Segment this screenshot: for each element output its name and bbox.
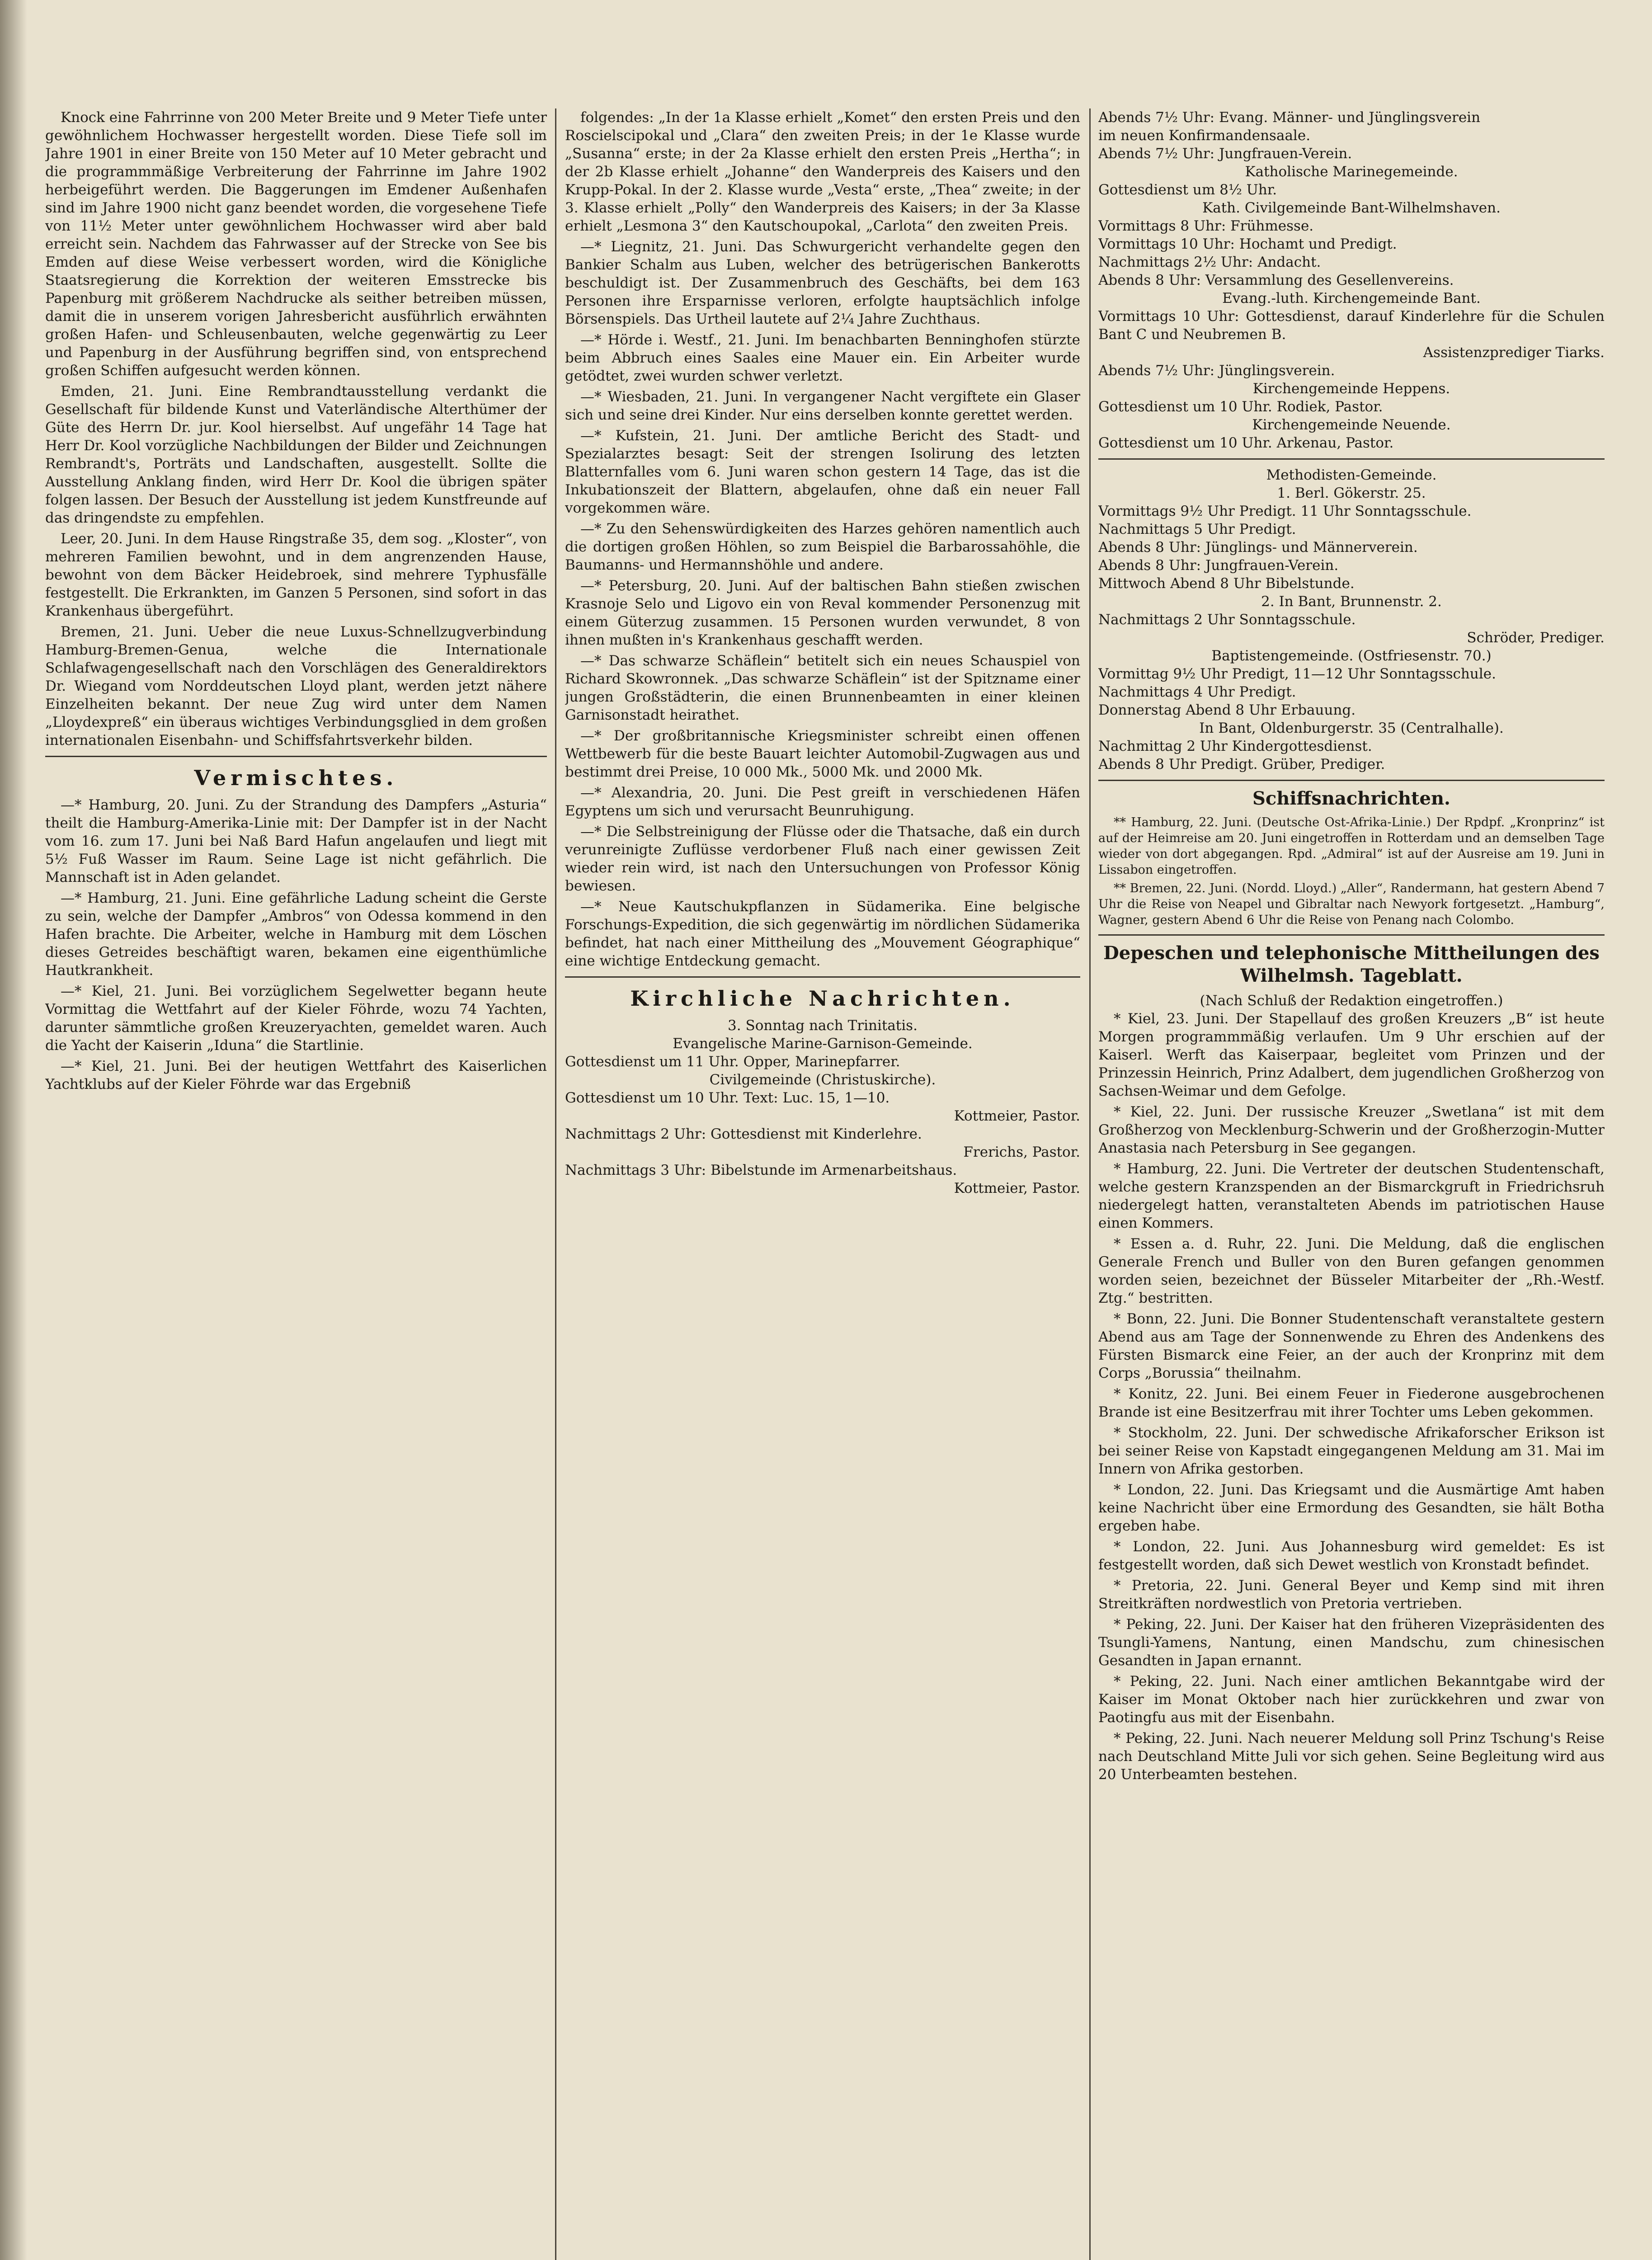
church-line: In Bant, Oldenburgerstr. 35 (Centralhalle). <box>1199 720 1504 736</box>
article-emden: Emden, 21. Juni. Eine Rembrandtausstellung verdankt die Gesellschaft für bildende Kunst und Vaterländische Alterthümer der Güte des Herrn Dr. jur. Kool hierselbst. Auf ungefähr 14 Tage hat Herr Dr. Kool vorzügliche Nachbildungen der Bilder und Zeichnungen Rembrandt's, Porträts und Landschaften, ausgestellt. Sollte die Ausstellung Anklang finden, wird Herr Dr. Kool die übrigen später folgen lassen. Der Besuch der Ausstellung ist jedem Kunstfreunde auf das dringendste zu empfehlen. <box>45 383 547 526</box>
section-heading-schiffsnachrichten: Schiffsnachrichten. <box>1252 788 1450 809</box>
dispatch-london-1: * London, 22. Juni. Das Kriegsamt und die Ausmärtige Amt haben keine Nachricht über eine Ermordung des Gesandten, sie hält Botha ergeben habe. <box>1098 1482 1605 1534</box>
article-regatta-results: folgendes: „In der 1a Klasse erhielt „Komet“ den ersten Preis und den Roscielscipokal und „Clara“ den zweiten Preis; in der 1e Klasse wurde „Susanna“ erste; in der 2a Klasse erhielt den ersten Preis „Hertha“; in der 2b Klasse erhielt „Johanne“ den Wanderpreis des Kaisers und den Krupp-Pokal. In der 2. Klasse wurde „Vesta“ erste, „Thea“ zweite; in der 3. Klasse erhielt „Polly“ den Wanderpreis des Kaisers; in der 3a Klasse erhielt „Lesmona 3“ den Kautschoupokal, „Carlota“ den zweiten Preis. <box>565 109 1080 234</box>
section-heading-depeschen: Depeschen und telephonische Mittheilungen des Wilhelmsh. Tageblatt. <box>1103 942 1600 986</box>
section-divider <box>1098 458 1605 460</box>
church-line: Vormittags 8 Uhr: Frühmesse. <box>1098 218 1314 234</box>
dispatch-peking-2: * Peking, 22. Juni. Nach einer amtlichen Bekanntgabe wird der Kaiser im Monat Oktober nach hier zurückkehren und zwar von Paotingfu aus mit der Eisenbahn. <box>1098 1673 1605 1726</box>
church-line: Abends 8 Uhr Predigt. Grüber, Prediger. <box>1098 756 1385 772</box>
church-line: Nachmittags 4 Uhr Predigt. <box>1098 684 1296 700</box>
article-schaeflein: —* Das schwarze Schäflein“ betitelt sich ein neues Schauspiel von Richard Skowronnek. „Das schwarze Schäflein“ ist der Spitzname einer jungen Großstädterin, die einen Brunnenbeamten in einer kleinen Garnisonstadt heirathet. <box>565 653 1080 723</box>
article-text: Knock eine Fahrrinne von 200 Meter Breite und 9 Meter Tiefe unter gewöhnlichem Hochwasser hergestellt worden. Diese Tiefe soll im Jahre 1901 in einer Breite von 150 Meter auf 10 Meter gebracht und die programmmäßige Verbreiterung der Fahrrinne im Jahre 1902 herbeigeführt werden. Die Baggerungen im Emdener Außenhafen sind im Jahre 1900 nicht ganz beendet worden, die vorgesehene Tiefe von 11½ Meter unter gewöhnlichem Hochwasser wird aber bald erreicht sein. Nachdem das Fahrwasser auf der Strecke von See bis Emden auf diese Weise verbessert worden, wird die Königliche Staatsregierung die Korrektion der weiteren Emsstrecke bis Papenburg mit größerem Nachdrucke als seither betreiben müssen, damit die in unserem vorigen Jahresbericht ausführlich erwähnten großen Hafen- und Schleusenbauten, welche gegenwärtig zu Leer und Papenburg in der Ausführung begriffen sind, von entsprechend großen Schiffen aufgesucht werden können. <box>45 109 547 379</box>
church-line: Mittwoch Abend 8 Uhr Bibelstunde. <box>1098 575 1355 592</box>
church-line: Abends 8 Uhr: Jünglings- und Männerverein. <box>1098 539 1418 556</box>
church-line: Vormittags 9½ Uhr Predigt. 11 Uhr Sonntagsschule. <box>1098 503 1472 519</box>
church-heading: Kath. Civilgemeinde Bant-Wilhelmshaven. <box>1202 200 1501 216</box>
article-selbstreinigung: —* Die Selbstreinigung der Flüsse oder die Thatsache, daß ein durch verunreinigte Zuflüsse verdorbener Fluß nach einer gewissen Zeit wieder rein wird, ist nach den Untersuchungen von Professor König bewiesen. <box>565 824 1080 894</box>
church-line: 3. Sonntag nach Trinitatis. <box>728 1017 918 1034</box>
section-heading-kirchliche: Kirchliche Nachrichten. <box>630 986 1015 1011</box>
ship-news-hamburg: ** Hamburg, 22. Juni. (Deutsche Ost-Afrika-Linie.) Der Rpdpf. „Kronprinz“ ist auf der Heimreise am 20. Juni eingetroffen in Rotterdam und an demselben Tage wieder von dort abgegangen. Rpd. „Admiral“ ist auf der Ausreise am 19. Juni in Lissabon eingetroffen. <box>1098 815 1605 877</box>
dispatch-konitz: * Konitz, 22. Juni. Bei einem Feuer in Fiederone ausgebrochenen Brande ist eine Besitzerfrau mit ihrer Tochter ums Leben gekommen. <box>1098 1386 1605 1420</box>
church-line: Gottesdienst um 10 Uhr. Text: Luc. 15, 1—10. <box>565 1090 890 1106</box>
article-kautschuk: —* Neue Kautschukpflanzen in Südamerika. Eine belgische Forschungs-Expedition, die sich gegenwärtig im nördlichen Südamerika befindet, hat nach einer Mittheilung des „Mouvement Géographique“ eine wichtige Entdeckung gemacht. <box>565 899 1080 969</box>
article-petersburg: —* Petersburg, 20. Juni. Auf der baltischen Bahn stießen zwischen Krasnoje Selo und Ligovo ein von Reval kommender Personenzug mit einem Güterzug zusammen. 15 Personen wurden verwundet, 8 von ihnen mußten in's Krankenhaus geschafft werden. <box>565 578 1080 648</box>
dispatch-hamburg: * Hamburg, 22. Juni. Die Vertreter der deutschen Studentenschaft, welche gestern Kranzspenden an der Bismarckgruft in Friedrichsruh niedergelegt hatten, veranstalteten Abends im patriotischen Hause einen Kommers. <box>1098 1161 1605 1231</box>
dispatch-london-2: * London, 22. Juni. Aus Johannesburg wird gemeldet: Es ist festgestellt worden, daß sich Dewet westlich von Kronstadt befindet. <box>1098 1539 1605 1573</box>
article-kriegsminister: —* Der großbritannische Kriegsminister schreibt einen offenen Wettbewerb für die beste Bauart leichter Automobil-Zugwagen aus und bestimmt drei Preise, 10 000 Mk., 5000 Mk. und 2000 Mk. <box>565 728 1080 780</box>
church-line: Nachmittags 2½ Uhr: Andacht. <box>1098 254 1321 270</box>
church-heading: Katholische Marinegemeinde. <box>1245 164 1458 180</box>
church-line: 2. In Bant, Brunnenstr. 2. <box>1261 593 1442 610</box>
dispatch-kiel-swetlana: * Kiel, 22. Juni. Der russische Kreuzer „Swetlana“ ist mit dem Großherzog von Mecklenburg-Schwerin und der Großherzogin-Mutter Anastasia nach Petersburg in See gegangen. <box>1098 1104 1605 1156</box>
church-line: Schröder, Prediger. <box>1467 630 1605 646</box>
church-line: Donnerstag Abend 8 Uhr Erbauung. <box>1098 702 1356 718</box>
church-line: Gottesdienst um 10 Uhr. Rodiek, Pastor. <box>1098 399 1383 415</box>
church-heading: Baptistengemeinde. (Ostfriesenstr. 70.) <box>1211 648 1492 664</box>
column-rule <box>555 108 556 2260</box>
article-leer: Leer, 20. Juni. In dem Hause Ringstraße 35, dem sog. „Kloster“, von mehreren Familien bewohnt, und in dem angrenzenden Hause, bewohnt von dem Bäcker Heidebroek, sind mehrere Typhusfälle festgestellt. Die Erkrankten, im Ganzen 5 Personen, sind sofort in das Krankenhaus übergeführt. <box>45 531 547 619</box>
church-line: Frerichs, Pastor. <box>963 1144 1080 1160</box>
ship-news-bremen: ** Bremen, 22. Juni. (Nordd. Lloyd.) „Aller“, Randermann, hat gestern Abend 7 Uhr die Reise von Neapel und Gibraltar nach Newyork fortgesetzt. „Hamburg“, Wagner, gestern Abend 6 Uhr die Reise von Penang nach Colombo. <box>1098 881 1605 927</box>
church-heading: Kirchengemeinde Heppens. <box>1252 381 1450 397</box>
church-heading: Methodisten-Gemeinde. <box>1266 467 1437 483</box>
section-divider <box>1098 934 1605 936</box>
dispatch-peking-1: * Peking, 22. Juni. Der Kaiser hat den früheren Vizepräsidenten des Tsungli-Yamens, Nantung, einen Mandschu, zum chinesischen Gesandten in Japan ernannt. <box>1098 1616 1605 1669</box>
church-line: Abends 8 Uhr: Versammlung des Gesellenvereins. <box>1098 272 1454 288</box>
newspaper-page <box>45 108 1605 2260</box>
church-line: Assistenzprediger Tiarks. <box>1423 344 1605 361</box>
church-line: Vormittags 10 Uhr: Hochamt und Predigt. <box>1098 236 1397 252</box>
depeschen-subtitle: (Nach Schluß der Redaktion eingetroffen.) <box>1200 993 1503 1009</box>
church-heading: Kirchengemeinde Neuende. <box>1252 417 1451 433</box>
section-divider <box>1098 780 1605 781</box>
article-harz: —* Zu den Sehenswürdigkeiten des Harzes gehören namentlich auch die dortigen großen Höhlen, so zum Beispiel die Barbarossahöhle, die Baumanns- und Hermannshöhle und andere. <box>565 521 1080 573</box>
dispatch-kiel-stapellauf: * Kiel, 23. Juni. Der Stapellauf des großen Kreuzers „B“ ist heute Morgen programmmäßig verlaufen. Um 9 Uhr erschien auf der Kaiserl. Werft das Kaiserpaar, begleitet vom Prinzen und der Prinzessin Heinrich, Prinz Adalbert, dem jugendlichen Großherzog von Sachsen-Weimar und dem Gefolge. <box>1098 1011 1605 1099</box>
church-line: Nachmittags 2 Uhr Sonntagsschule. <box>1098 612 1356 628</box>
church-line: 1. Berl. Gökerstr. 25. <box>1277 485 1426 501</box>
column-rule <box>1089 108 1091 2260</box>
page-edge-shadow <box>0 0 27 2260</box>
church-line: Nachmittags 2 Uhr: Gottesdienst mit Kinderlehre. <box>565 1126 922 1142</box>
church-line: Vormittags 10 Uhr: Gottesdienst, darauf Kinderlehre für die Schulen Bant C und Neubremen B. <box>1098 308 1605 343</box>
church-line: Abends 7½ Uhr: Evang. Männer- und Jünglingsverein <box>1098 109 1481 126</box>
dispatch-peking-3: * Peking, 22. Juni. Nach neuerer Meldung soll Prinz Tschung's Reise nach Deutschland Mitte Juli vor sich gehen. Seine Begleitung wird aus 20 Unterbeamten bestehen. <box>1098 1730 1605 1783</box>
article-bremen: Bremen, 21. Juni. Ueber die neue Luxus-Schnellzugverbindung Hamburg-Bremen-Genua, welche die Internationale Schlafwagengesellschaft nach den Vorschlägen des Generaldirektors Dr. Wiegand vom Norddeutschen Lloyd plant, werden jetzt nähere Einzelheiten bekannt. Der neue Zug wird unter dem Namen „Lloydexpreß“ ein überaus wichtiges Verbindungsglied in dem großen internationalen Eisenbahn- und Schiffsfahrtsverkehr bilden. <box>45 624 547 749</box>
church-line: Evangelische Marine-Garnison-Gemeinde. <box>673 1036 973 1052</box>
article-hamburg-asturia: —* Hamburg, 20. Juni. Zu der Strandung des Dampfers „Asturia“ theilt die Hamburg-Amerika-Linie mit: Der Dampfer ist in der Nacht vom 16. zum 17. Juni bei Naß Bard Hafun angelaufen und liegt mit 5½ Fuß Wasser im Raum. Seine Lage ist nicht gefährlich. Die Mannschaft ist in Aden gelandet. <box>45 797 547 885</box>
church-line: Civilgemeinde (Christuskirche). <box>709 1072 936 1088</box>
article-kiel-segel: —* Kiel, 21. Juni. Bei vorzüglichem Segelwetter begann heute Vormittag die Wettfahrt auf der Kieler Föhrde, wozu 74 Yachten, darunter sämmtliche großen Kreuzeryachten, gemeldet waren. Auch die Yacht der Kaiserin „Iduna“ die Startlinie. <box>45 983 547 1054</box>
church-line: Nachmittags 3 Uhr: Bibelstunde im Armenarbeitshaus. <box>565 1162 957 1178</box>
church-line: Nachmittags 5 Uhr Predigt. <box>1098 521 1296 537</box>
church-line: Gottesdienst um 11 Uhr. Opper, Marinepfarrer. <box>565 1054 900 1070</box>
section-divider <box>45 756 547 757</box>
dispatch-pretoria: * Pretoria, 22. Juni. General Beyer und Kemp sind mit ihren Streitkräften nordwestlich von Pretoria vertrieben. <box>1098 1577 1605 1612</box>
article-hamburg-gerste: —* Hamburg, 21. Juni. Eine gefährliche Ladung scheint die Gerste zu sein, welche der Dampfer „Ambros“ von Odessa kommend in den Hafen brachte. Die Arbeiter, welche in Hamburg mit dem Löschen dieses Getreides beschäftigt waren, bekamen eine eigenthümliche Hautkrankheit. <box>45 890 547 979</box>
church-line: Nachmittag 2 Uhr Kindergottesdienst. <box>1098 738 1372 754</box>
dispatch-stockholm: * Stockholm, 22. Juni. Der schwedische Afrikaforscher Erikson ist bei seiner Reise von Kapstadt eingegangenen Meldung am 31. Mai im Innern von Afrika gestorben. <box>1098 1425 1605 1477</box>
church-line: Abends 7½ Uhr: Jünglingsverein. <box>1098 363 1335 379</box>
article-hoerde: —* Hörde i. Westf., 21. Juni. Im benachbarten Benninghofen stürzte beim Abbruch eines Saales eine Mauer ein. Ein Arbeiter wurde getödtet, zwei wurden schwer verletzt. <box>565 332 1080 384</box>
article-liegnitz: —* Liegnitz, 21. Juni. Das Schwurgericht verhandelte gegen den Bankier Schalm aus Luben, welcher des betrügerischen Bankerotts beschuldigt ist. Der Zusammenbruch des Geschäfts, bei dem 163 Personen ihre Ersparnisse verloren, erfolgte hauptsächlich infolge Börsenspiels. Das Urtheil lautete auf 2¼ Jahre Zuchthaus. <box>565 239 1080 327</box>
church-line: Abends 7½ Uhr: Jungfrauen-Verein. <box>1098 146 1352 162</box>
column-1 <box>45 108 547 2260</box>
dispatch-essen: * Essen a. d. Ruhr, 22. Juni. Die Meldung, daß die englischen Generale French und Buller von den Buren gefangen genommen worden seien, bezeichnet der Büsseler Mitarbeiter der „Rh.-Westf. Ztg.“ bestritten. <box>1098 1236 1605 1306</box>
church-line: Gottesdienst um 10 Uhr. Arkenau, Pastor. <box>1098 435 1394 451</box>
dispatch-bonn: * Bonn, 22. Juni. Die Bonner Studentenschaft veranstaltete gestern Abend aus am Tage der Sonnenwende zu Ehren des Andenkens des Fürsten Bismarck eine Feier, an der auch der Kronprinz mit dem Corps „Borussia“ theilnahm. <box>1098 1311 1605 1381</box>
column-2 <box>565 108 1080 2260</box>
church-line: Abends 8 Uhr: Jungfrauen-Verein. <box>1098 557 1339 574</box>
church-line: Gottesdienst um 8½ Uhr. <box>1098 182 1277 198</box>
church-line: im neuen Konfirmandensaale. <box>1098 127 1311 144</box>
church-line: Kottmeier, Pastor. <box>954 1180 1080 1196</box>
section-divider <box>565 976 1080 978</box>
church-line: Vormittag 9½ Uhr Predigt, 11—12 Uhr Sonntagsschule. <box>1098 666 1496 682</box>
column-3 <box>1098 108 1605 2260</box>
section-heading-vermischtes: Vermischtes. <box>194 766 398 790</box>
church-line: Kottmeier, Pastor. <box>954 1108 1080 1124</box>
article-alexandria: —* Alexandria, 20. Juni. Die Pest greift in verschiedenen Häfen Egyptens um sich und verursacht Beunruhigung. <box>565 785 1080 819</box>
church-heading: Evang.-luth. Kirchengemeinde Bant. <box>1222 290 1481 306</box>
article-wiesbaden: —* Wiesbaden, 21. Juni. In vergangener Nacht vergiftete ein Glaser sich und seine drei Kinder. Nur eins derselben konnte gerettet werden. <box>565 389 1080 423</box>
article-kufstein: —* Kufstein, 21. Juni. Der amtliche Bericht des Stadt- und Spezialarztes besagt: Seit der strengen Isolirung des letzten Blatternfalles vom 6. Juni waren schon gestern 14 Tage, das ist die Inkubationszeit der Blattern, abgelaufen, ohne daß ein neuer Fall vorgekommen wäre. <box>565 428 1080 516</box>
article-kiel-wettfahrt: —* Kiel, 21. Juni. Bei der heutigen Wettfahrt des Kaiserlichen Yachtklubs auf der Kieler Föhrde war das Ergebniß <box>45 1058 547 1092</box>
